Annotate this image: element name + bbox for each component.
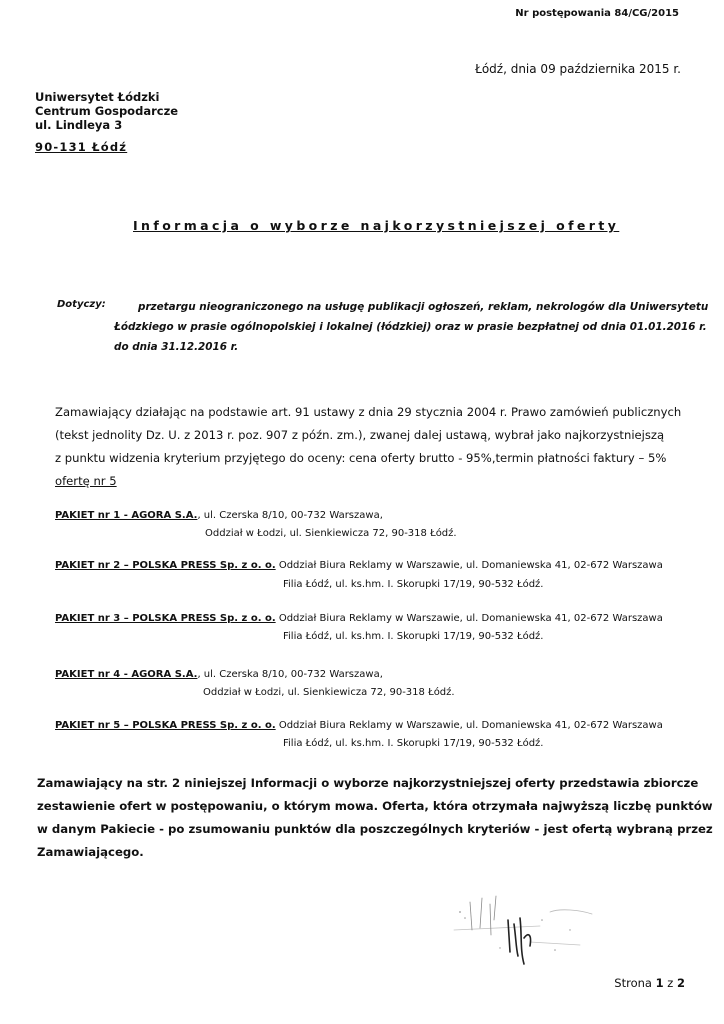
page-number xyxy=(0,976,685,990)
package-4-line1: , ul. Czerska 8/10, 00-732 Warszawa, xyxy=(197,669,383,680)
summary-line4: Zamawiającego. xyxy=(37,845,144,859)
package-5-label: PAKIET nr 5 – POLSKA PRESS Sp. z o. o. xyxy=(55,720,276,731)
page-label: Strona xyxy=(614,976,652,990)
body-line4: ofertę nr 5 xyxy=(55,474,117,488)
package-4-line2: Oddział w Łodzi, ul. Sienkiewicza 72, 90-318 Łódź. xyxy=(203,687,455,698)
page-separator: z xyxy=(667,976,674,990)
body-line2: (tekst jednolity Dz. U. z 2013 r. poz. 907 z późn. zm.), zwanej dalej ustawą, wybrał jako najkorzystniejszą xyxy=(55,428,665,442)
package-4 xyxy=(55,669,383,680)
recipient-line3: ul. Lindleya 3 xyxy=(35,118,123,132)
summary-line3: w danym Pakiecie - po zsumowaniu punktów dla poszczególnych kryteriów - jest ofertą wybraną przez xyxy=(37,822,713,836)
document-title: Informacja o wyborze najkorzystniejszej oferty xyxy=(133,218,620,233)
body-line3: z punktu widzenia kryterium przyjętego do oceny: cena oferty brutto - 95%,termin płatności faktury – 5% xyxy=(55,451,667,465)
package-1 xyxy=(55,510,383,521)
subject-line3: do dnia 31.12.2016 r. xyxy=(114,341,239,353)
package-1-label: PAKIET nr 1 - AGORA S.A. xyxy=(55,510,198,521)
package-2-line1: Oddział Biura Reklamy w Warszawie, ul. Domaniewska 41, 02-672 Warszawa xyxy=(275,560,663,571)
body-line1: Zamawiający działając na podstawie art. 91 ustawy z dnia 29 stycznia 2004 r. Prawo zamówień publicznych xyxy=(55,405,682,419)
package-3-label: PAKIET nr 3 – POLSKA PRESS Sp. z o. o. xyxy=(55,613,276,624)
recipient-line2: Centrum Gospodarcze xyxy=(35,104,179,118)
package-5-line1: Oddział Biura Reklamy w Warszawie, ul. Domaniewska 41, 02-672 Warszawa xyxy=(275,720,663,731)
package-1-line2: Oddział w Łodzi, ul. Sienkiewicza 72, 90-318 Łódź. xyxy=(205,528,457,539)
summary-line2: zestawienie ofert w postępowaniu, o którym mowa. Oferta, która otrzymała najwyższą liczbę punktów xyxy=(37,799,713,813)
package-3 xyxy=(55,613,663,624)
package-1-line1: , ul. Czerska 8/10, 00-732 Warszawa, xyxy=(197,510,383,521)
subject-line2: Łódzkiego w prasie ogólnopolskiej i lokalnej (łódzkiej) oraz w prasie bezpłatnej od dnia 01.01.2016 r. xyxy=(114,321,707,333)
place-date: Łódź, dnia 09 października 2015 r. xyxy=(475,62,681,76)
page-total: 2 xyxy=(676,976,685,990)
package-2 xyxy=(55,560,663,571)
package-3-line1: Oddział Biura Reklamy w Warszawie, ul. Domaniewska 41, 02-672 Warszawa xyxy=(275,613,663,624)
page-current: 1 xyxy=(655,976,664,990)
package-5-line2: Filia Łódź, ul. ks.hm. I. Skorupki 17/19, 90-532 Łódź. xyxy=(283,738,544,749)
package-2-label: PAKIET nr 2 – POLSKA PRESS Sp. z o. o. xyxy=(55,560,276,571)
signature-image xyxy=(430,890,600,970)
summary-line1: Zamawiający na str. 2 niniejszej Informacji o wyborze najkorzystniejszej oferty przedstawia zbiorcze xyxy=(37,776,699,790)
case-number: Nr postępowania 84/CG/2015 xyxy=(515,8,679,19)
recipient-postal: 90-131 Łódź xyxy=(35,140,128,154)
package-5 xyxy=(55,720,663,731)
package-4-label: PAKIET nr 4 - AGORA S.A. xyxy=(55,669,198,680)
recipient-line1: Uniwersytet Łódzki xyxy=(35,90,160,104)
package-3-line2: Filia Łódź, ul. ks.hm. I. Skorupki 17/19, 90-532 Łódź. xyxy=(283,631,544,642)
subject-label: Dotyczy: xyxy=(57,299,106,310)
package-2-line2: Filia Łódź, ul. ks.hm. I. Skorupki 17/19, 90-532 Łódź. xyxy=(283,579,544,590)
